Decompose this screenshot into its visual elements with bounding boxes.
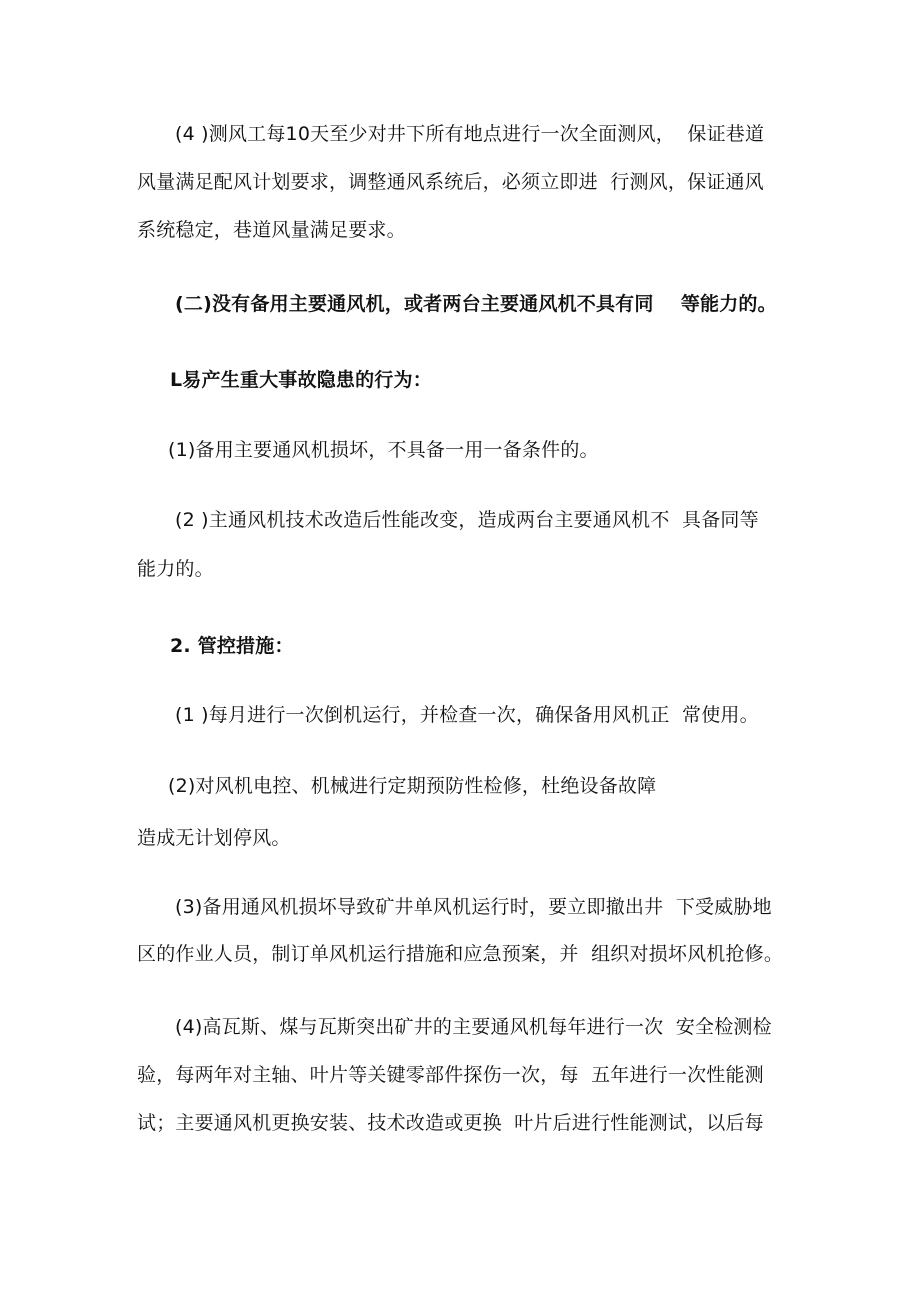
subheading-hazard-behaviors: L易产生重大事故隐患的行为： <box>170 369 432 391</box>
measure-item-1: (1 )每月进行一次倒机运行，并检查一次，确保备用风机正 常使用。 <box>175 704 759 726</box>
hazard-item-1: (1)备用主要通风机损坏，不具备一用一备条件的。 <box>168 439 599 461</box>
hazard-item-2-line-1: (2 )主通风机技术改造后性能改变，造成两台主要通风机不 具备同等 <box>175 509 759 531</box>
measure-item-4-line-2: 验，每两年对主轴、叶片等关键零部件探伤一次，每 五年进行一次性能测 <box>137 1064 764 1086</box>
measure-item-2-line-2: 造成无计划停风。 <box>137 827 291 849</box>
measure-item-3-line-2: 区的作业人员，制订单风机运行措施和应急预案，并 组织对损坏风机抢修。 <box>137 943 784 965</box>
para-4-measure-line-2: 风量满足配风计划要求，调整通风系统后，必须立即进 行测风，保证通风 <box>137 171 764 193</box>
hazard-item-2-line-2: 能力的。 <box>137 558 214 580</box>
measure-item-4-line-1: (4)高瓦斯、煤与瓦斯突出矿井的主要通风机每年进行一次 安全检测检 <box>175 1016 772 1038</box>
subheading-control-measures: 2. 管控措施： <box>170 635 294 657</box>
section-heading-2: (二)没有备用主要通风机，或者两台主要通风机不具有同 等能力的。 <box>175 293 777 315</box>
para-4-measure-line-3: 系统稳定，巷道风量满足要求。 <box>137 219 406 241</box>
measure-item-3-line-1: (3)备用通风机损坏导致矿井单风机运行时，要立即撤出井 下受威胁地 <box>175 896 772 918</box>
para-4-measure-line-1: (4 )测风工每10天至少对井下所有地点进行一次全面测风， 保证巷道 <box>175 123 765 145</box>
measure-item-2-line-1: (2)对风机电控、机械进行定期预防性检修，杜绝设备故障 <box>168 775 657 797</box>
measure-item-4-line-3: 试；主要通风机更换安装、技术改造或更换 叶片后进行性能测试，以后每 <box>137 1112 764 1134</box>
